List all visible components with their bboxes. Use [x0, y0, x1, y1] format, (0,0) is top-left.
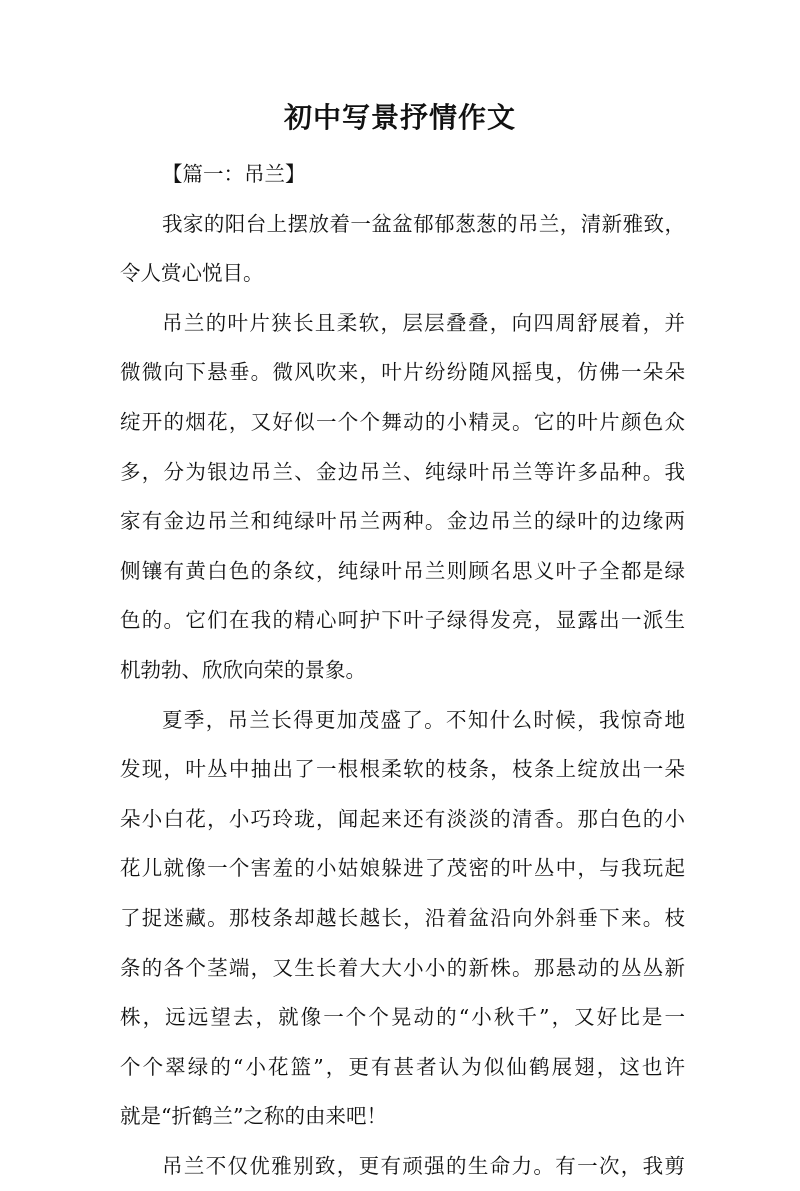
- paragraph-line: 花儿就像一个害羞的小姑娘躲进了茂密的叶丛中，与我玩起: [120, 856, 685, 881]
- paragraph-line: 个个翠绿的“小花篮”，更有甚者认为似仙鹤展翅，这也许: [120, 1054, 685, 1079]
- paragraph-1: [120, 200, 685, 299]
- paragraph-line: 机勃勃、欣欣向荣的景象。: [120, 657, 366, 682]
- paragraph-line: 吊兰不仅优雅别致，更有顽强的生命力。有一次，我剪: [162, 1153, 685, 1178]
- paragraph-line: 了捉迷藏。那枝条却越长越长，沿着盆沿向外斜垂下来。枝: [120, 905, 685, 930]
- paragraph-line: 令人赏心悦目。: [120, 261, 264, 286]
- paragraph-line: 侧镶有黄白色的条纹，纯绿叶吊兰则顾名思义叶子全都是绿: [120, 558, 685, 583]
- paragraph-line: 朵小白花，小巧玲珑，闻起来还有淡淡的清香。那白色的小: [120, 806, 685, 831]
- paragraph-line: 多，分为银边吊兰、金边吊兰、纯绿叶吊兰等许多品种。我: [120, 459, 685, 484]
- document-body: [120, 150, 685, 1191]
- paragraph-line: 就是“折鹤兰”之称的由来吧！: [120, 1104, 387, 1129]
- section-heading: 【篇一：吊兰】: [162, 162, 306, 186]
- paragraph-line: 吊兰的叶片狭长且柔软，层层叠叠，向四周舒展着，并: [162, 310, 685, 335]
- paragraph-4: [120, 1142, 685, 1191]
- paragraph-line: 绽开的烟花，又好似一个个舞动的小精灵。它的叶片颜色众: [120, 409, 685, 434]
- paragraph-line: 我家的阳台上摆放着一盆盆郁郁葱葱的吊兰，清新雅致，: [162, 211, 685, 236]
- paragraph-line: 色的。它们在我的精心呵护下叶子绿得发亮，显露出一派生: [120, 608, 685, 633]
- paragraph-line: 微微向下悬垂。微风吹来，叶片纷纷随风摇曳，仿佛一朵朵: [120, 360, 685, 385]
- paragraph-line: 夏季，吊兰长得更加茂盛了。不知什么时候，我惊奇地: [162, 707, 685, 732]
- paragraph-3: [120, 696, 685, 1142]
- paragraph-line: 家有金边吊兰和纯绿叶吊兰两种。金边吊兰的绿叶的边缘两: [120, 509, 685, 534]
- paragraph-line: 发现，叶丛中抽出了一根根柔软的枝条，枝条上绽放出一朵: [120, 757, 685, 782]
- document-title: 初中写景抒情作文: [283, 101, 516, 134]
- paragraph-line: 条的各个茎端，又生长着大大小小的新株。那悬动的丛丛新: [120, 955, 685, 980]
- paragraph-line: 株，远远望去，就像一个个晃动的“小秋千”，又好比是一: [120, 1005, 685, 1030]
- paragraph-2: [120, 299, 685, 696]
